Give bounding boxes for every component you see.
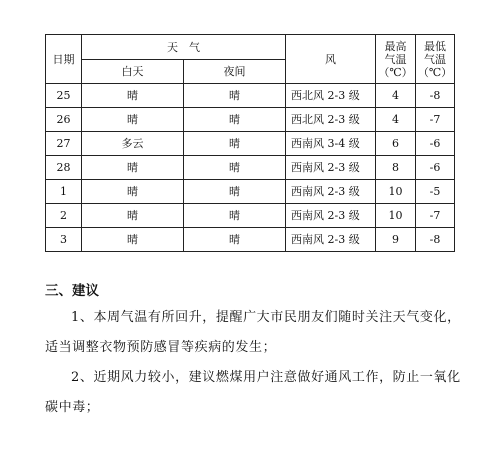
cell-night: 晴 — [184, 156, 286, 180]
cell-max-temp: 9 — [376, 228, 416, 252]
header-max-temp-line: 气温 — [384, 52, 407, 66]
cell-night: 晴 — [184, 204, 286, 228]
cell-min-temp: -8 — [416, 84, 455, 108]
header-weather: 天 气 — [82, 35, 286, 60]
header-max-temp-line: 最高 — [384, 39, 407, 53]
cell-day: 多云 — [82, 132, 184, 156]
header-min-temp-line: 气温 — [424, 52, 446, 66]
cell-max-temp: 10 — [376, 204, 416, 228]
table-row — [46, 180, 455, 204]
cell-date: 26 — [46, 108, 82, 132]
cell-day: 晴 — [82, 180, 184, 204]
cell-max-temp: 8 — [376, 156, 416, 180]
cell-max-temp: 6 — [376, 132, 416, 156]
cell-min-temp: -7 — [416, 108, 455, 132]
cell-day: 晴 — [82, 204, 184, 228]
header-day: 白天 — [82, 60, 184, 84]
cell-date: 2 — [46, 204, 82, 228]
cell-wind: 西北风 2-3 级 — [286, 108, 376, 132]
cell-day: 晴 — [82, 84, 184, 108]
cell-min-temp: -5 — [416, 180, 455, 204]
cell-night: 晴 — [184, 180, 286, 204]
cell-max-temp: 4 — [376, 108, 416, 132]
cell-wind: 西南风 2-3 级 — [286, 180, 376, 204]
advice-paragraph-1: 1、本周气温有所回升，提醒广大市民朋友们随时关注天气变化，适当调整衣物预防感冒等疾病的发生； — [45, 310, 461, 355]
header-max-temp-line: （℃） — [378, 65, 413, 79]
cell-min-temp: -8 — [416, 228, 455, 252]
advice-paragraph-2: 2、近期风力较小，建议燃煤用户注意做好通风工作，防止一氧化碳中毒； — [45, 370, 461, 415]
cell-day: 晴 — [82, 228, 184, 252]
cell-max-temp: 10 — [376, 180, 416, 204]
header-max-temp — [376, 35, 416, 84]
cell-wind: 西南风 3-4 级 — [286, 132, 376, 156]
header-wind: 风 — [286, 35, 376, 84]
table-row — [46, 228, 455, 252]
header-min-temp-line: 最低 — [424, 39, 446, 53]
cell-date: 1 — [46, 180, 82, 204]
cell-max-temp: 4 — [376, 84, 416, 108]
cell-night: 晴 — [184, 108, 286, 132]
cell-wind: 西南风 2-3 级 — [286, 156, 376, 180]
table-row — [46, 156, 455, 180]
cell-date: 27 — [46, 132, 82, 156]
cell-min-temp: -6 — [416, 132, 455, 156]
header-min-temp — [416, 35, 455, 84]
cell-wind: 西南风 2-3 级 — [286, 228, 376, 252]
table-row — [46, 204, 455, 228]
cell-date: 28 — [46, 156, 82, 180]
table-row — [46, 132, 455, 156]
table-row — [46, 108, 455, 132]
header-min-temp-line: （℃） — [417, 65, 453, 79]
cell-min-temp: -6 — [416, 156, 455, 180]
cell-date: 3 — [46, 228, 82, 252]
header-night: 夜间 — [184, 60, 286, 84]
cell-night: 晴 — [184, 132, 286, 156]
table-row — [46, 84, 455, 108]
section-heading: 三、建议 — [45, 283, 99, 299]
cell-night: 晴 — [184, 84, 286, 108]
cell-wind: 西北风 2-3 级 — [286, 84, 376, 108]
weather-table — [45, 34, 455, 252]
header-date: 日期 — [46, 35, 82, 84]
cell-min-temp: -7 — [416, 204, 455, 228]
cell-day: 晴 — [82, 108, 184, 132]
cell-date: 25 — [46, 84, 82, 108]
cell-night: 晴 — [184, 228, 286, 252]
weather-rows — [46, 84, 455, 252]
cell-day: 晴 — [82, 156, 184, 180]
cell-wind: 西南风 2-3 级 — [286, 204, 376, 228]
